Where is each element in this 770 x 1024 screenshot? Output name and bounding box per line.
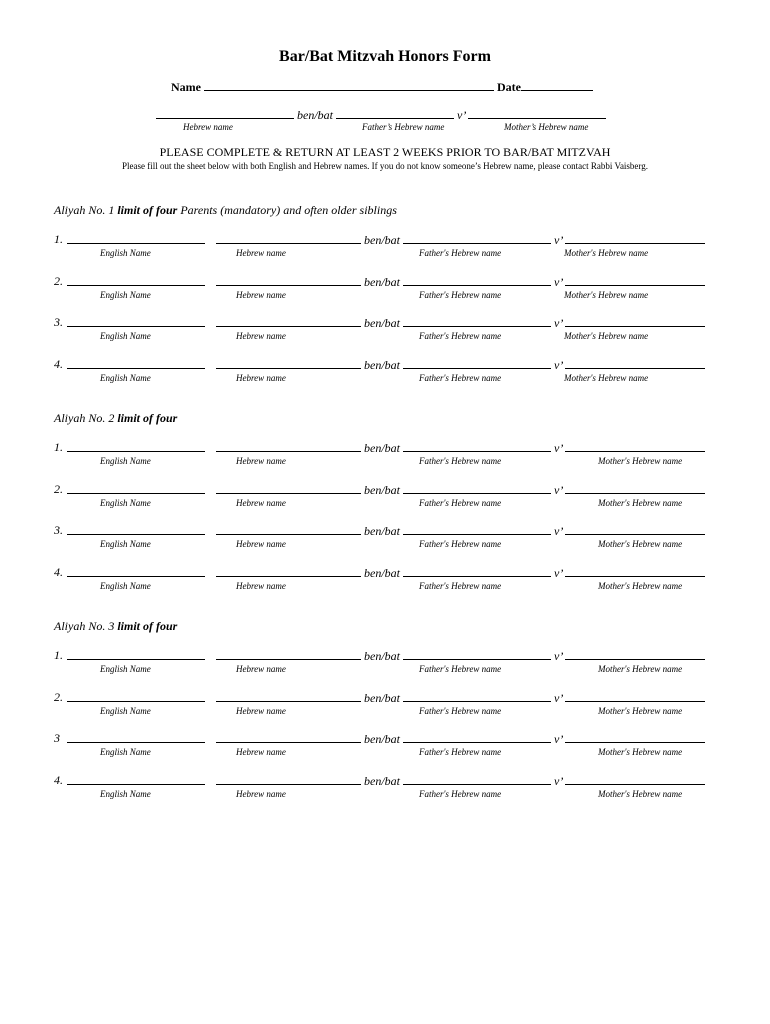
- hebrew-name-caption: Hebrew name: [236, 705, 286, 716]
- ben-bat-label: ben/bat: [364, 690, 400, 705]
- caption-mothers-hebrew-name: Mother’s Hebrew name: [504, 122, 589, 132]
- father-hebrew-name-field[interactable]: [403, 440, 551, 452]
- mother-hebrew-caption: Mother's Hebrew name: [564, 331, 649, 342]
- honoree-row: [54, 648, 734, 678]
- english-name-field[interactable]: [67, 440, 205, 452]
- mother-hebrew-caption: Mother's Hebrew name: [564, 373, 649, 384]
- father-hebrew-name-field[interactable]: [403, 690, 551, 702]
- name-field[interactable]: [204, 79, 494, 91]
- hebrew-name-field[interactable]: [216, 648, 361, 660]
- mother-hebrew-caption: Mother's Hebrew name: [598, 581, 683, 592]
- hebrew-name-field[interactable]: [216, 482, 361, 494]
- father-hebrew-caption: Father's Hebrew name: [419, 539, 502, 550]
- mother-hebrew-name-field[interactable]: [565, 274, 705, 286]
- mother-hebrew-name-field[interactable]: [565, 565, 705, 577]
- hebrew-name-caption: Hebrew name: [236, 664, 286, 674]
- hebrew-name-field[interactable]: [216, 357, 361, 369]
- hebrew-name-caption: Hebrew name: [236, 331, 286, 342]
- hebrew-name-field[interactable]: [216, 523, 361, 535]
- hebrew-name-caption: Hebrew name: [236, 373, 286, 384]
- section-title-suffix: Parents (mandatory) and often older siblings: [180, 203, 397, 217]
- mother-hebrew-caption: Mother's Hebrew name: [598, 664, 683, 674]
- row-number: 3.: [54, 315, 63, 330]
- hebrew-name-caption: Hebrew name: [236, 456, 286, 466]
- english-name-caption: English Name: [100, 705, 151, 716]
- date-field[interactable]: [521, 79, 593, 91]
- ben-bat-label: ben/bat: [364, 358, 400, 373]
- v-label: v’: [554, 233, 562, 247]
- form-title: Bar/Bat Mitzvah Honors Form: [279, 48, 491, 65]
- date-label: Date: [497, 80, 521, 94]
- father-hebrew-name-field[interactable]: [403, 773, 551, 785]
- father-hebrew-name-field[interactable]: [403, 482, 551, 494]
- mother-hebrew-caption: Mother's Hebrew name: [598, 789, 683, 800]
- v-label: v’: [457, 108, 465, 122]
- mother-hebrew-name-field[interactable]: [565, 315, 705, 327]
- hebrew-name-field[interactable]: [216, 565, 361, 577]
- hebrew-name-field[interactable]: [216, 274, 361, 286]
- honoree-row: [54, 773, 734, 803]
- honoree-row: [54, 357, 734, 387]
- hebrew-name-field[interactable]: [216, 731, 361, 743]
- english-name-field[interactable]: [67, 773, 205, 785]
- english-name-caption: English Name: [100, 539, 151, 550]
- english-name-field[interactable]: [67, 315, 205, 327]
- section-title: [54, 203, 397, 218]
- mother-hebrew-name-field[interactable]: [565, 648, 705, 660]
- honoree-row: [54, 690, 734, 720]
- v-label: v’: [554, 566, 562, 581]
- ben-bat-label: ben/bat: [364, 233, 400, 247]
- english-name-caption: English Name: [100, 497, 151, 508]
- english-name-field[interactable]: [67, 731, 205, 743]
- student-hebrew-line: [156, 107, 606, 123]
- honoree-row: [54, 482, 734, 512]
- father-hebrew-caption: Father's Hebrew name: [419, 789, 502, 800]
- ben-bat-label: ben/bat: [364, 524, 400, 539]
- section-title: [54, 411, 177, 426]
- english-name-caption: English Name: [100, 456, 151, 466]
- father-hebrew-name-field[interactable]: [403, 523, 551, 535]
- row-number: 1.: [54, 440, 63, 454]
- hebrew-name-caption: Hebrew name: [236, 289, 286, 300]
- ben-bat-label: ben/bat: [364, 732, 400, 747]
- row-number: 2.: [54, 481, 63, 496]
- v-label: v’: [554, 649, 562, 663]
- hebrew-name-caption: Hebrew name: [236, 539, 286, 550]
- hebrew-name-caption: Hebrew name: [236, 747, 286, 758]
- honoree-row: [54, 523, 734, 553]
- hebrew-name-caption: Hebrew name: [236, 497, 286, 508]
- mother-hebrew-name-field[interactable]: [565, 482, 705, 494]
- mother-hebrew-caption: Mother's Hebrew name: [598, 747, 683, 758]
- mother-hebrew-caption: Mother's Hebrew name: [598, 456, 683, 466]
- section-title-prefix: Aliyah No. 2: [54, 411, 115, 425]
- ben-bat-label: ben/bat: [297, 108, 333, 122]
- caption-hebrew-name: Hebrew name: [183, 122, 233, 132]
- mother-hebrew-name-field[interactable]: [565, 690, 705, 702]
- ben-bat-label: ben/bat: [364, 649, 400, 663]
- honoree-row: [54, 274, 734, 304]
- father-hebrew-name-field[interactable]: [403, 648, 551, 660]
- father-hebrew-caption: Father's Hebrew name: [419, 456, 502, 466]
- section-title-limit: limit of four: [117, 203, 178, 217]
- section-title-prefix: Aliyah No. 1: [54, 203, 115, 217]
- father-hebrew-caption: Father's Hebrew name: [419, 497, 502, 508]
- ben-bat-label: ben/bat: [364, 441, 400, 455]
- father-hebrew-name-field[interactable]: [403, 315, 551, 327]
- instruction-sub: Please fill out the sheet below with both English and Hebrew names. If you do not know someone’s Hebrew name, please contact Rabbi Vaisberg.: [121, 161, 649, 171]
- section-title: [54, 619, 177, 634]
- v-label: v’: [554, 274, 562, 289]
- father-hebrew-caption: Father's Hebrew name: [419, 664, 502, 674]
- english-name-field[interactable]: [67, 232, 205, 244]
- honoree-row: [54, 440, 734, 470]
- honoree-row: [54, 565, 734, 595]
- english-name-caption: English Name: [100, 789, 151, 800]
- english-name-caption: English Name: [100, 747, 151, 758]
- father-hebrew-caption: Father's Hebrew name: [419, 581, 502, 592]
- mother-hebrew-caption: Mother's Hebrew name: [598, 539, 683, 550]
- name-label: Name: [171, 80, 201, 94]
- ben-bat-label: ben/bat: [364, 482, 400, 497]
- english-name-field[interactable]: [67, 482, 205, 494]
- row-number: 3: [54, 731, 60, 746]
- mother-hebrew-name-field[interactable]: [565, 357, 705, 369]
- ben-bat-label: ben/bat: [364, 274, 400, 289]
- v-label: v’: [554, 482, 562, 497]
- hebrew-name-caption: Hebrew name: [236, 789, 286, 800]
- hebrew-name-caption: Hebrew name: [236, 581, 286, 592]
- v-label: v’: [554, 316, 562, 331]
- row-number: 4.: [54, 357, 63, 372]
- student-father-hebrew-field[interactable]: [336, 107, 454, 119]
- student-mother-hebrew-field[interactable]: [468, 107, 606, 119]
- v-label: v’: [554, 524, 562, 539]
- english-name-caption: English Name: [100, 248, 151, 258]
- father-hebrew-name-field[interactable]: [403, 731, 551, 743]
- english-name-caption: English Name: [100, 373, 151, 384]
- father-hebrew-caption: Father's Hebrew name: [419, 289, 502, 300]
- father-hebrew-name-field[interactable]: [403, 274, 551, 286]
- english-name-field[interactable]: [67, 648, 205, 660]
- ben-bat-label: ben/bat: [364, 316, 400, 331]
- father-hebrew-caption: Father's Hebrew name: [419, 331, 502, 342]
- hebrew-name-field[interactable]: [216, 773, 361, 785]
- english-name-field[interactable]: [67, 565, 205, 577]
- row-number: 4.: [54, 565, 63, 580]
- honoree-row: [54, 232, 734, 262]
- row-number: 3.: [54, 523, 63, 538]
- mother-hebrew-name-field[interactable]: [565, 773, 705, 785]
- hebrew-name-field[interactable]: [216, 315, 361, 327]
- english-name-field[interactable]: [67, 357, 205, 369]
- caption-fathers-hebrew-name: Father’s Hebrew name: [362, 122, 445, 132]
- section-title-prefix: Aliyah No. 3: [54, 619, 115, 633]
- mother-hebrew-name-field[interactable]: [565, 523, 705, 535]
- v-label: v’: [554, 441, 562, 455]
- english-name-field[interactable]: [67, 690, 205, 702]
- hebrew-name-field[interactable]: [216, 690, 361, 702]
- row-number: 1.: [54, 648, 63, 662]
- english-name-caption: English Name: [100, 331, 151, 342]
- student-hebrew-name-field[interactable]: [156, 107, 294, 119]
- hebrew-name-field[interactable]: [216, 440, 361, 452]
- english-name-field[interactable]: [67, 523, 205, 535]
- row-number: 1.: [54, 232, 63, 246]
- father-hebrew-name-field[interactable]: [403, 565, 551, 577]
- section-title-limit: limit of four: [117, 619, 178, 633]
- english-name-field[interactable]: [67, 274, 205, 286]
- row-number: 2.: [54, 273, 63, 288]
- english-name-caption: English Name: [100, 664, 151, 674]
- father-hebrew-name-field[interactable]: [403, 232, 551, 244]
- v-label: v’: [554, 690, 562, 705]
- honoree-row: [54, 315, 734, 345]
- row-number: 2.: [54, 689, 63, 704]
- english-name-caption: English Name: [100, 581, 151, 592]
- name-date-line: [171, 79, 593, 95]
- ben-bat-label: ben/bat: [364, 774, 400, 789]
- v-label: v’: [554, 732, 562, 747]
- row-number: 4.: [54, 773, 63, 788]
- v-label: v’: [554, 774, 562, 789]
- mother-hebrew-caption: Mother's Hebrew name: [598, 497, 683, 508]
- hebrew-name-caption: Hebrew name: [236, 248, 286, 258]
- mother-hebrew-name-field[interactable]: [565, 731, 705, 743]
- english-name-caption: English Name: [100, 289, 151, 300]
- father-hebrew-caption: Father's Hebrew name: [419, 705, 502, 716]
- mother-hebrew-caption: Mother's Hebrew name: [564, 248, 649, 258]
- mother-hebrew-caption: Mother's Hebrew name: [564, 289, 649, 300]
- father-hebrew-name-field[interactable]: [403, 357, 551, 369]
- section-title-limit: limit of four: [117, 411, 178, 425]
- mother-hebrew-name-field[interactable]: [565, 232, 705, 244]
- instruction: PLEASE COMPLETE & RETURN AT LEAST 2 WEEKS PRIOR TO BAR/BAT MITZVAH: [159, 145, 611, 159]
- father-hebrew-caption: Father's Hebrew name: [419, 248, 502, 258]
- mother-hebrew-caption: Mother's Hebrew name: [598, 705, 683, 716]
- mother-hebrew-name-field[interactable]: [565, 440, 705, 452]
- father-hebrew-caption: Father's Hebrew name: [419, 747, 502, 758]
- father-hebrew-caption: Father's Hebrew name: [419, 373, 502, 384]
- hebrew-name-field[interactable]: [216, 232, 361, 244]
- ben-bat-label: ben/bat: [364, 566, 400, 581]
- v-label: v’: [554, 358, 562, 373]
- honoree-row: [54, 731, 734, 761]
